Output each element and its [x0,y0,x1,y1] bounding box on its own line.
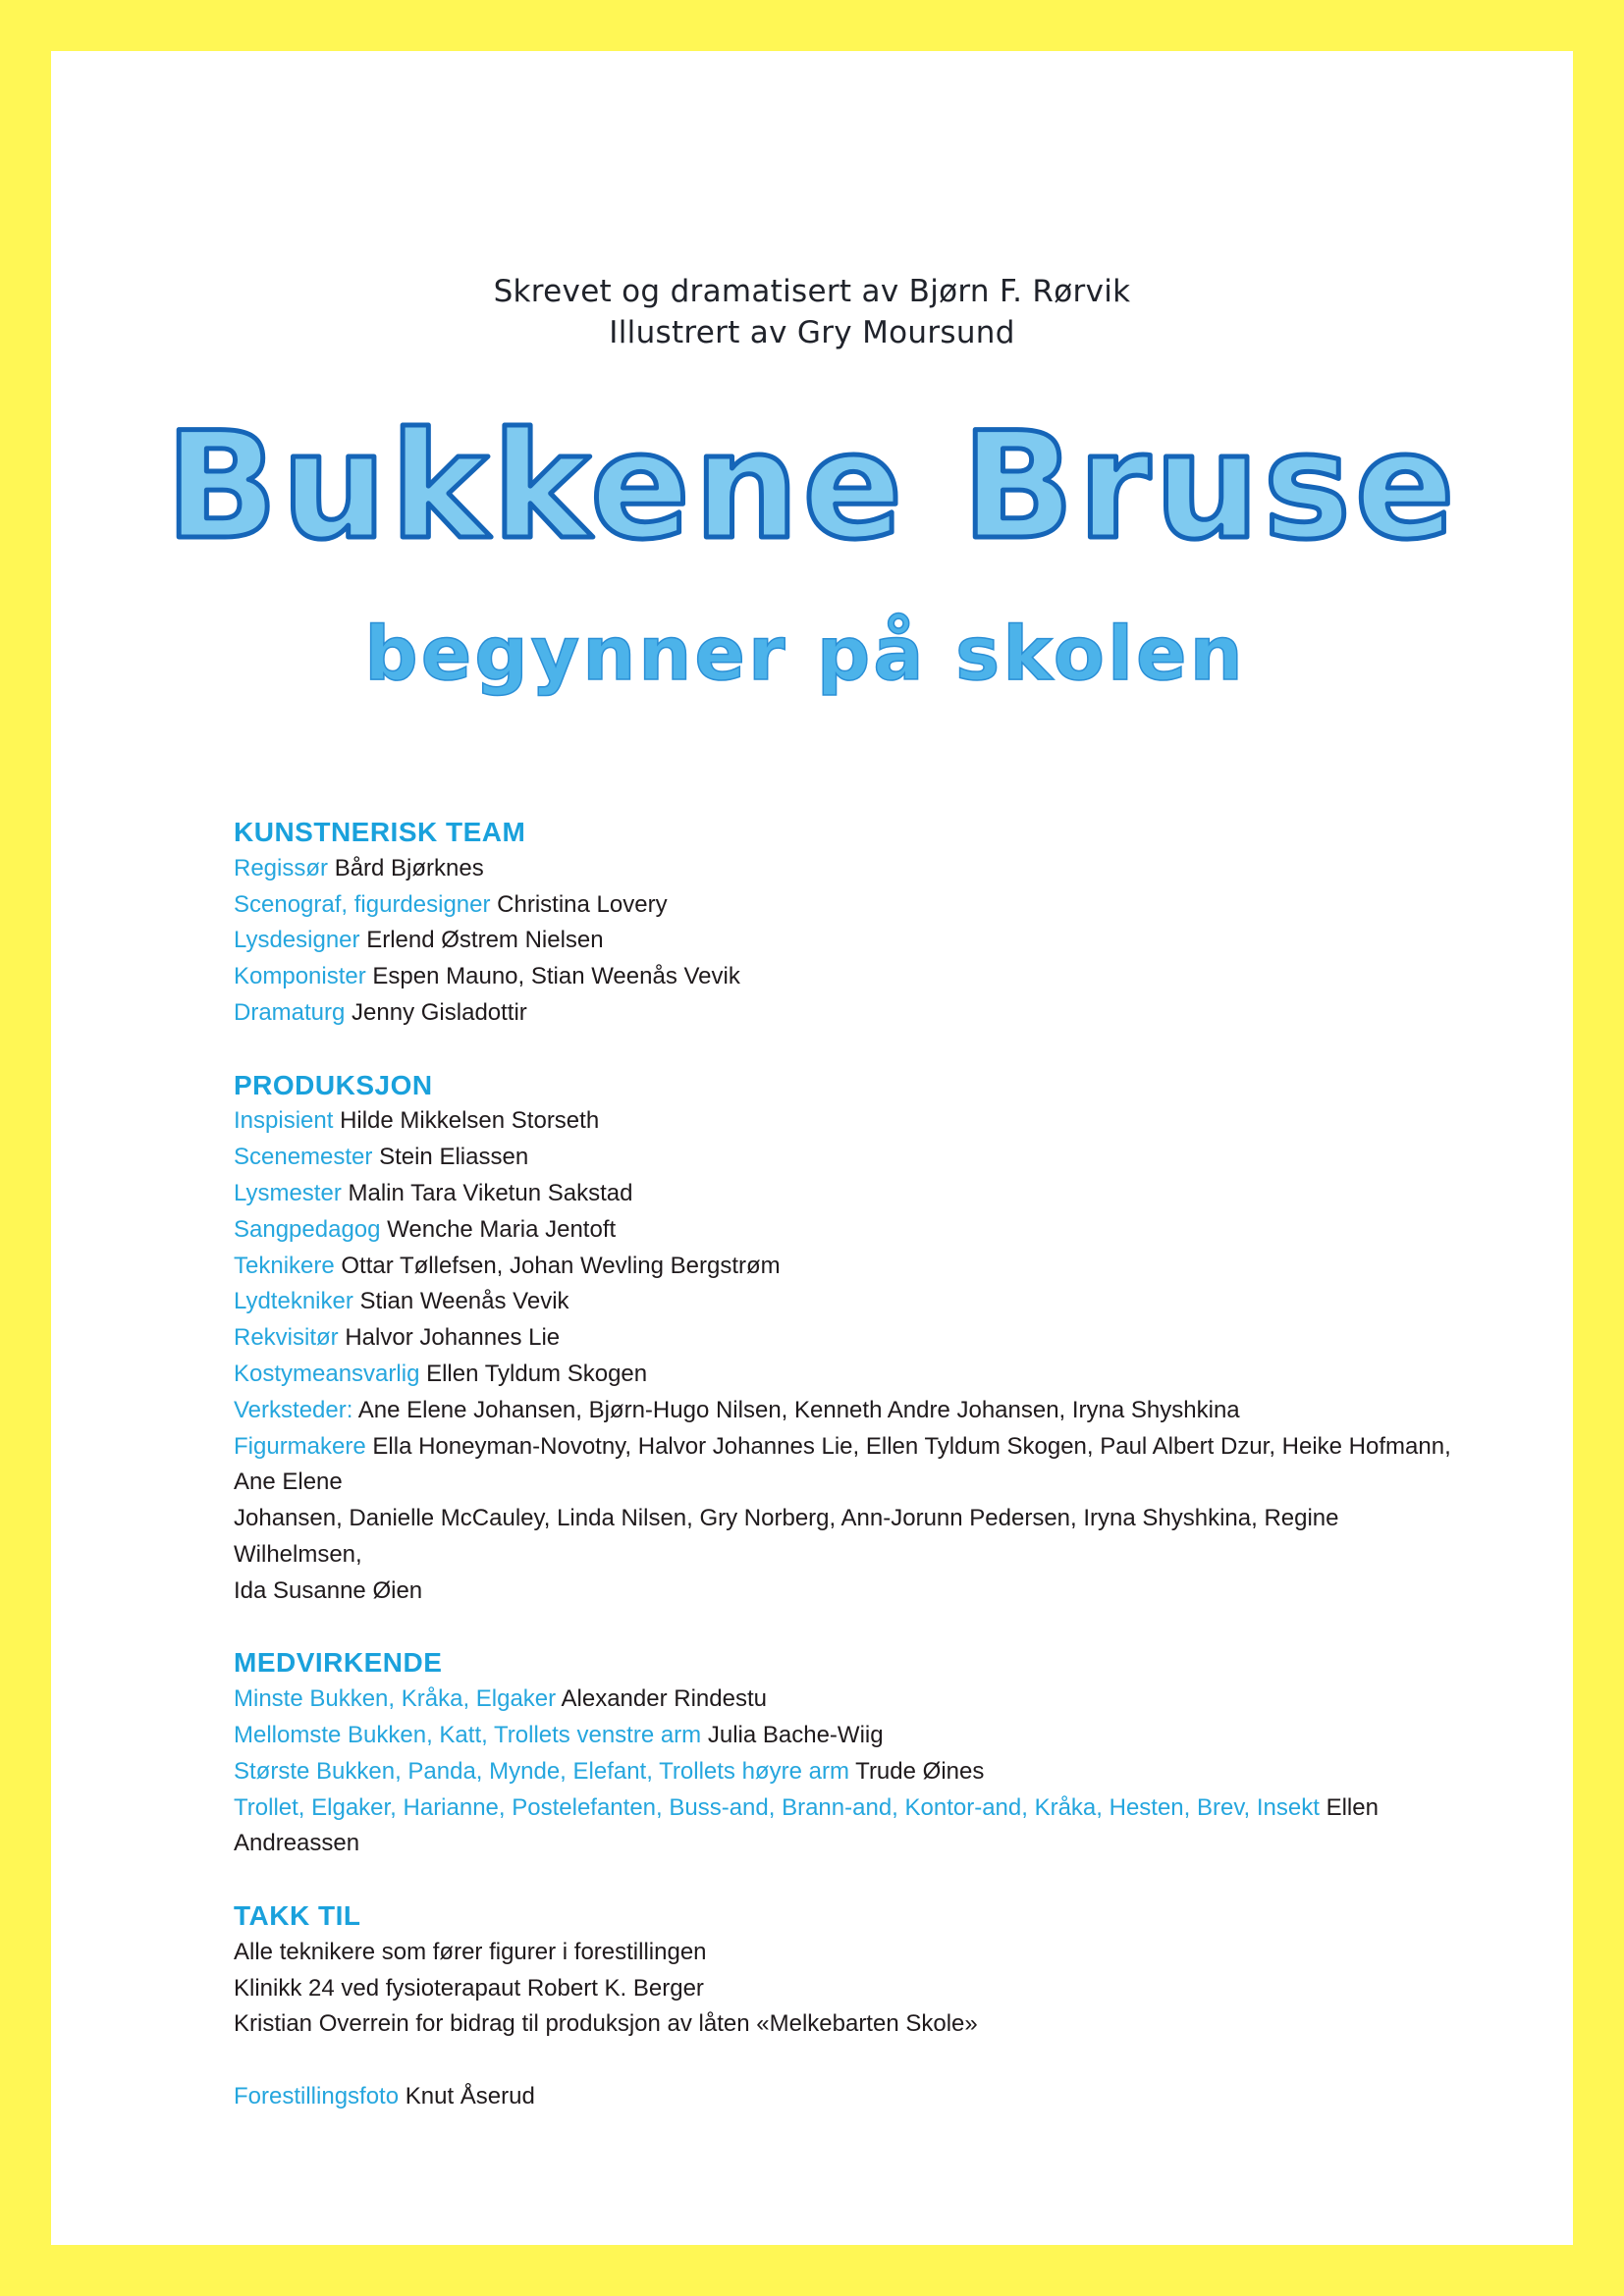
credit-row-figurmakere [234,1429,1461,1502]
author-line-writer: Skrevet og dramatisert av Bjørn F. Rørvik [493,274,1131,309]
credit-row [234,1682,1461,1718]
thanks-line: Kristian Overrein for bidrag til produksjon av låten «Melkebarten Skole» [234,2010,978,2038]
credit-role: Lysmester [234,1179,342,1206]
heading-medvirkende: MEDVIRKENDE [234,1647,443,1679]
heading-kunstnerisk: KUNSTNERISK TEAM [234,817,526,847]
credit-name: Christina Lovery [497,890,668,918]
heading-produksjon: PRODUKSJON [234,1069,433,1100]
credit-row [234,959,1461,995]
credit-continuation: Johansen, Danielle McCauley, Linda Nilsen, Gry Norberg, Ann-Jorunn Pedersen, Iryna Shyshkina, Regine Wilhelmsen, [234,1505,1339,1568]
credit-name: Ella Honeyman-Novotny, Halvor Johannes Lie, Ellen Tyldum Skogen, Paul Albert Dzur, Heike Hofmann, Ane Elene [234,1432,1451,1496]
credit-row [234,1357,1461,1393]
title-main: Bukkene Bruse [165,401,1459,572]
credit-row [234,851,1461,887]
credit-role: Rekvisitør [234,1324,339,1352]
credit-row [234,1790,1461,1863]
credit-name: Stian Weenås Vevik [359,1288,569,1315]
credit-role: Regissør [234,854,329,881]
credit-role: Kostymeansvarlig [234,1360,420,1387]
credit-role: Trollet, Elgaker, Harianne, Postelefanten, Buss-and, Brann-and, Kontor-and, Kråka, Hesten, Brev, Insekt [234,1793,1320,1821]
credit-name: Erlend Østrem Nielsen [366,927,604,954]
credit-name: Ellen Andreassen [234,1793,1379,1857]
section-produksjon [234,1068,1461,1610]
credit-row [234,1249,1461,1285]
section-takk [234,1898,1461,2043]
credit-role: Forestillingsfoto [234,2082,400,2109]
credit-name: Wenche Maria Jentoft [387,1215,617,1243]
credit-row [234,1140,1461,1176]
credit-row [234,1176,1461,1212]
credit-role: Lysdesigner [234,927,360,954]
author-line-illustrator: Illustrert av Gry Moursund [609,315,1015,350]
thanks-line: Klinikk 24 ved fysioterapaut Robert K. Berger [234,1974,704,2002]
credit-name: Jenny Gisladottir [352,998,527,1026]
credit-row [234,995,1461,1032]
credit-row [234,1103,1461,1140]
credit-name: Halvor Johannes Lie [345,1324,561,1352]
credit-role: Teknikere [234,1252,335,1279]
credit-continuation: Ida Susanne Øien [234,1576,423,1604]
thanks-line: Alle teknikere som fører figurer i forestillingen [234,1938,707,1965]
title-sub: begynner på skolen [364,610,1246,697]
credit-name: Julia Bache-Wiig [707,1721,884,1748]
credit-role: Minste Bukken, Kråka, Elgaker [234,1685,557,1713]
credit-name: Espen Mauno, Stian Weenås Vevik [372,963,740,990]
credit-row [234,887,1461,924]
credit-role: Scenograf, figurdesigner [234,890,491,918]
credit-row [234,1212,1461,1249]
credit-name: Ellen Tyldum Skogen [426,1360,648,1387]
title-logo [51,385,1573,738]
page [51,51,1573,2245]
credit-row [234,923,1461,959]
section-foto [234,2079,1461,2115]
credit-name: Malin Tara Viketun Sakstad [348,1179,633,1206]
section-medvirkende [234,1645,1461,1862]
author-credit [51,271,1573,353]
credit-name: Ane Elene Johansen, Bjørn-Hugo Nilsen, Kenneth Andre Johansen, Iryna Shyshkina [357,1396,1240,1423]
section-kunstnerisk [234,815,1461,1032]
credit-name: Bård Bjørknes [334,854,484,881]
credit-name: Hilde Mikkelsen Storseth [340,1107,600,1135]
credit-role: Lydtekniker [234,1288,353,1315]
credit-row [234,1754,1461,1790]
credit-row [234,1718,1461,1754]
credit-name: Trude Øines [855,1757,985,1785]
credit-role: Mellomste Bukken, Katt, Trollets venstre arm [234,1721,702,1748]
credit-role: Scenemester [234,1144,373,1171]
credit-role: Dramaturg [234,998,346,1026]
credit-role: Inspisient [234,1107,334,1135]
credit-name: Alexander Rindestu [561,1685,767,1713]
credit-row-foto [234,2079,1461,2115]
credit-name: Stein Eliassen [379,1144,529,1171]
credit-row [234,1320,1461,1357]
heading-takk: TAKK TIL [234,1899,361,1931]
credit-name: Knut Åserud [405,2082,535,2109]
credit-role: Sangpedagog [234,1215,381,1243]
credit-role: Største Bukken, Panda, Mynde, Elefant, Trollets høyre arm [234,1757,849,1785]
credit-row [234,1284,1461,1320]
credit-role: Komponister [234,963,366,990]
credit-role: Verksteder: [234,1396,353,1423]
credit-name: Ottar Tøllefsen, Johan Wevling Bergstrøm [341,1252,781,1279]
credits [234,815,1461,2115]
credit-role: Figurmakere [234,1432,366,1460]
credit-row [234,1393,1461,1429]
